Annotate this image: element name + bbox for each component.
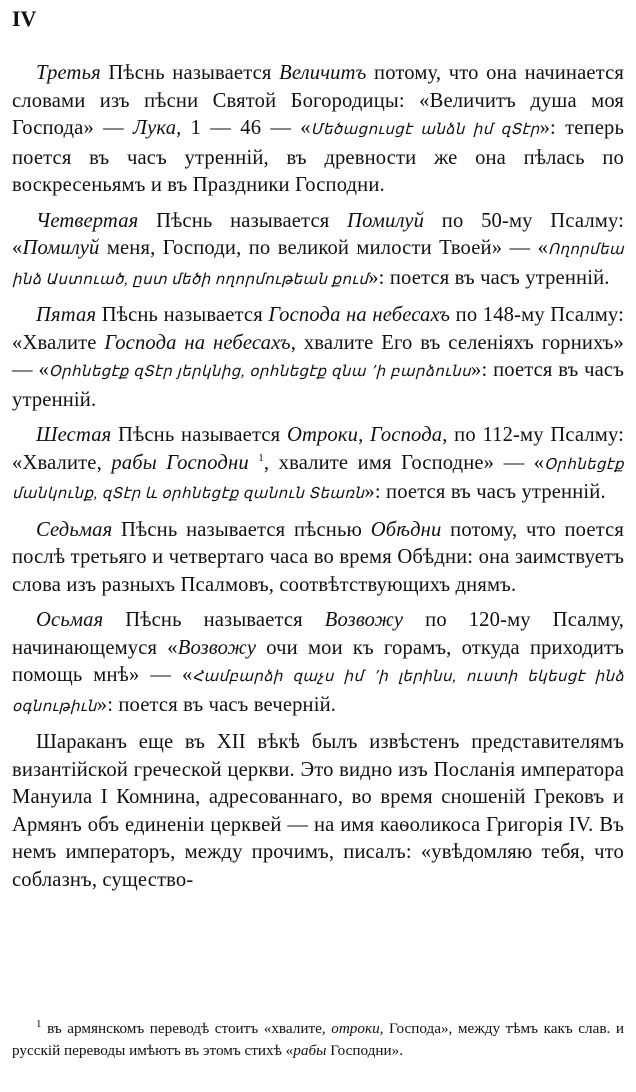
text-run: по 120-му Псалму, начинающемуся « (12, 609, 624, 659)
paragraph-pyataya (12, 302, 624, 414)
text-run: »: поется въ часъ утренній. (368, 266, 610, 289)
text-run: по 148-му Псалму: «Хвалите (12, 304, 624, 354)
text-run (249, 452, 258, 474)
paragraph-osmaya (12, 607, 624, 721)
italic-text: Лука (133, 117, 177, 139)
armenian-quote: Օրհնեցէք մանկունք, զՏէր և օրհնեցէք զանուն Տեառն (12, 456, 624, 502)
text-run: Пѣснь называется (111, 424, 287, 446)
italic-text: Отроки, Господа (286, 424, 443, 446)
text-run: Шараканъ еще въ XII вѣкѣ былъ извѣстенъ представителямъ византійской греческой церкви. Это видно изъ Посланія императора Мануила I Комнина, адресованнаго, во время сношеній Грековъ и Армянъ объ единеніи церквей — на имя каѳоликоса Григорія IV. Въ немъ императоръ, между прочимъ, писалъ: «увѣдомляю тебя, что соблазнъ, существо- (12, 731, 624, 891)
paragraph-sedmaya (12, 517, 624, 600)
text-run: , по 112-му Псалму: «Хвалите, (12, 424, 625, 474)
italic-text: Третья (36, 62, 101, 84)
italic-text: Шестая (36, 424, 112, 446)
text-run: въ армянскомъ переводѣ стоитъ «хвалите, (41, 1020, 332, 1037)
footnote-marker: 1 (36, 1017, 42, 1030)
text-run: Пѣснь называется (138, 209, 348, 232)
text-run: Пѣснь называется (103, 609, 325, 631)
text-run: , 1 — 46 — « (176, 117, 311, 139)
italic-text: Пятая (36, 304, 97, 326)
italic-text: Седьмая (36, 518, 113, 541)
italic-text: Четвертая (36, 209, 139, 232)
text-run: потому, что поется послѣ третьяго и четвертаго часа во время Обѣдни: она заимствуетъ слова изъ разныхъ Псалмовъ, соотвѣтствующихъ днямъ. (12, 518, 624, 596)
text-run: »: поется въ часъ вечерній. (96, 693, 337, 716)
italic-text: отроки (331, 1020, 380, 1037)
armenian-quote: Համբարձի զաչս իմ ՚ի լերինս, ուստի եկեսցէ ինձ օգնութիւն (12, 669, 624, 715)
paragraph-shestaya (12, 422, 624, 509)
text-run: »: поется въ часъ утренній. (12, 359, 624, 411)
italic-text: Обѣдни (370, 518, 442, 541)
text-run: потому, что она начинается словами изъ пѣсни Святой Богородицы: «Величитъ душа моя Господа» — (12, 62, 624, 139)
text-run: »: теперь поется въ часъ утренній, въ древности же она пѣлась по воскресеньямъ и въ Праздники Господни. (12, 117, 624, 196)
text-run: Пѣснь называется пѣснью (112, 518, 371, 541)
paragraph-sharakan (12, 729, 624, 894)
text-run: очи мои къ горамъ, откуда приходитъ помощь мнѣ» — « (12, 636, 624, 686)
italic-text: Помилуй (347, 209, 425, 232)
paragraph-tretya (12, 60, 624, 200)
italic-text: Величитъ (279, 62, 367, 84)
italic-text: Помилуй (22, 237, 100, 259)
armenian-quote: Ողորմեա ինձ Աստուած, ըստ մեծի ողորմութեան քում (12, 242, 624, 288)
paragraph-chetvertaya (12, 208, 624, 295)
text-run: Пѣснь называется (100, 62, 280, 84)
italic-text: Осьмая (36, 609, 104, 631)
text-run: , Господа», между тѣмъ какъ слав. и русскій переводы имѣютъ въ этомъ стихѣ « (12, 1020, 625, 1059)
italic-text: Возвожу (324, 609, 404, 631)
footnote-marker: 1 (258, 451, 264, 464)
page-number: IV (12, 6, 37, 31)
text-run: , хвалите Его въ селеніяхъ горнихъ» — « (12, 331, 624, 381)
text-run: по 50-му Псалму: « (12, 209, 624, 259)
armenian-quote: Օրհնեցէք զՏէր յերկնից, օրհնեցէք զնա ՚ի բարձունս (48, 364, 472, 380)
italic-text: Возвожу (177, 636, 257, 659)
text-run: меня, Господи, по великой милости Твоей» — « (99, 237, 549, 259)
armenian-quote: Մեծացուսցէ անձն իմ զՏէր (310, 122, 540, 138)
italic-text: Господа на небесахъ (104, 331, 291, 354)
italic-text: Господа на небесахъ (268, 304, 451, 326)
text-run: Господни». (326, 1041, 404, 1059)
text-run: »: поется въ часъ утренній. (364, 481, 606, 503)
text-run: , хвалите имя Господне» — « (263, 451, 545, 474)
italic-text: рабы (293, 1041, 327, 1059)
main-text (12, 60, 624, 902)
footnote (12, 1018, 624, 1061)
text-run: Пѣснь называется (96, 304, 269, 326)
italic-text: рабы Господни (111, 451, 249, 474)
